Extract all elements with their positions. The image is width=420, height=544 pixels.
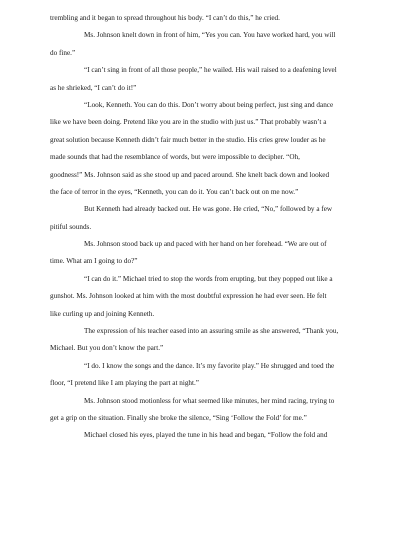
paragraph <box>50 271 372 323</box>
paragraph <box>50 236 372 271</box>
paragraph <box>50 27 372 62</box>
text-line: floor, “I pretend like I am playing the part at night.” <box>50 379 199 388</box>
paragraph <box>50 358 372 393</box>
text-line: time. What am I going to do?” <box>50 257 138 266</box>
text-line: Ms. Johnson stood motionless for what seemed like minutes, her mind racing, trying to <box>84 396 335 405</box>
text-line: “I can’t sing in front of all those people,” he wailed. His wail raised to a deafening level <box>84 66 337 75</box>
text-line: Ms. Johnson stood back up and paced with her hand on her forehead. “We are out of <box>84 240 327 249</box>
text-line: Michael. But you don’t know the part.” <box>50 344 164 353</box>
text-line: goodness!” Ms. Johnson said as she stood up and paced around. She knelt back down and looked <box>50 170 330 179</box>
text-line: get a grip on the situation. Finally she broke the silence, “Sing ‘Follow the Fold’ for me.” <box>50 413 307 422</box>
text-line: “I can do it.” Michael tried to stop the words from erupting, but they popped out like a <box>84 274 333 283</box>
text-line: But Kenneth had already backed out. He was gone. He cried, “No,” followed by a few <box>84 205 333 214</box>
paragraph <box>50 201 372 236</box>
paragraph <box>50 323 372 358</box>
text-line: gunshot. Ms. Johnson looked at him with the most doubtful expression he had ever seen. He felt <box>50 292 327 301</box>
text-line: the face of terror in the eyes, “Kenneth, you can do it. You can’t back out on me now.” <box>50 187 299 196</box>
text-line: Ms. Johnson knelt down in front of him, “Yes you can. You have worked hard, you will <box>84 31 336 40</box>
text-line: great solution because Kenneth didn’t fair much better in the studio. His cries grew louder as he <box>50 135 326 144</box>
text-line: as he shrieked, “I can’t do it!” <box>50 83 137 92</box>
text-line: “Look, Kenneth. You can do this. Don’t worry about being perfect, just sing and dance <box>84 100 334 109</box>
text-line: pitiful sounds. <box>50 222 92 231</box>
text-line: The expression of his teacher eased into an assuring smile as she answered, “Thank you, <box>84 327 339 336</box>
story-text <box>50 10 372 445</box>
paragraph <box>50 62 372 97</box>
paragraph <box>50 97 372 201</box>
text-line: like curling up and joining Kenneth. <box>50 309 155 318</box>
text-line: made sounds that had the resemblance of words, but were impossible to decipher. “Oh, <box>50 153 300 162</box>
paragraph <box>50 393 372 428</box>
text-line: do fine.” <box>50 48 76 57</box>
text-line: Michael closed his eyes, played the tune in his head and began, “Follow the fold and <box>84 431 328 440</box>
text-line: trembling and it began to spread throughout his body. “I can’t do this,” he cried. <box>50 14 280 22</box>
paragraph <box>50 10 372 27</box>
paragraph <box>50 427 372 444</box>
text-line: “I do. I know the songs and the dance. It’s my favorite play.” He shrugged and toed the <box>84 361 335 370</box>
text-line: like we have been doing. Pretend like you are in the studio with just us.” That probably wasn’t a <box>50 118 327 127</box>
